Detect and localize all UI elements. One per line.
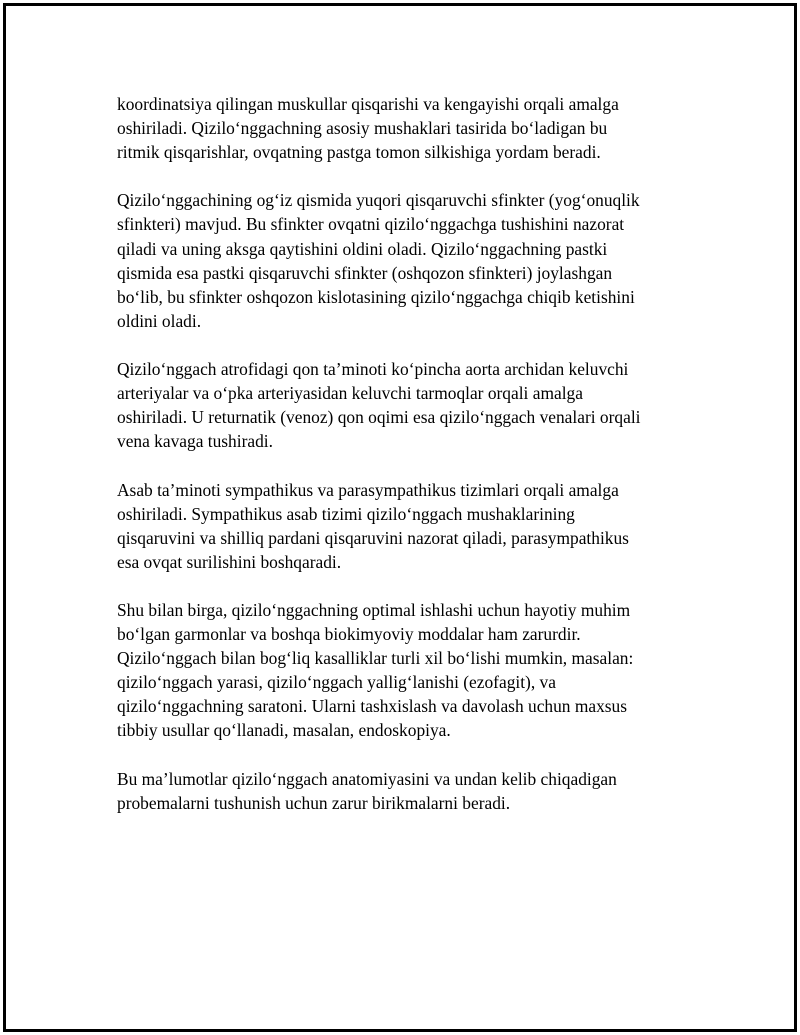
paragraph-1: koordinatsiya qilingan muskullar qisqarishi va kengayishi orqali amalga oshiriladi. Qizilo‘nggachning asosiy mushaklari tasirida bo‘ladigan bu ritmik qisqarishlar, ovqatning pastga tomon silkishiga yordam beradi. — [117, 94, 619, 163]
paragraph-5: Shu bilan birga, qizilo‘nggachning optimal ishlashi uchun hayotiy muhim bo‘lgan garmonlar va boshqa biokimyoviy moddalar ham zarurdir. Qizilo‘nggach bilan bog‘liq kasalliklar turli xil bo‘lishi mumkin, masalan: qizilo‘nggach yarasi, qizilo‘nggach yallig‘lanishi (ezofagit), va qizilo‘nggachning saratoni. Ularni tashxislash va davolash uchun maxsus tibbiy usullar qo‘llanadi, masalan, endoskopiya. — [117, 599, 634, 741]
paragraph-2: Qizilo‘nggachining og‘iz qismida yuqori qisqaruvchi sfinkter (yog‘onuqlik sfinkteri) mavjud. Bu sfinkter ovqatni qizilo‘nggachga tushishini nazorat qiladi va uning aksga qaytishini oldini oladi. Qizilo‘nggachning pastki qismida esa pastki qisqaruvchi sfinkter (oshqozon sfinkteri) joylashgan bo‘lib, bu sfinkter oshqozon kislotasining qizilo‘nggachga chiqib ketishini oldini oladi. — [117, 190, 640, 331]
paragraph-3: Qizilo‘nggach atrofidagi qon ta’minoti ko‘pincha aorta archidan keluvchi arteriyalar va o‘pka arteriyasidan keluvchi tarmoqlar orqali amalga oshiriladi. U returnatik (venoz) qon oqimi esa qizilo‘nggach venalari orqali vena kavaga tushiradi. — [117, 359, 641, 452]
paragraph-6: Bu ma’lumotlar qizilo‘nggach anatomiyasini va undan kelib chiqadigan probemalarni tushunish uchun zarur birikmalarni beradi. — [117, 768, 617, 813]
document-body — [117, 92, 687, 839]
paragraph-4: Asab ta’minoti sympathikus va parasympathikus tizimlari orqali amalga oshiriladi. Sympathikus asab tizimi qizilo‘nggach mushaklarining qisqaruvini va shilliq pardani qisqaruvini nazorat qiladi, parasympathikus esa ovqat surilishini boshqaradi. — [117, 479, 629, 572]
